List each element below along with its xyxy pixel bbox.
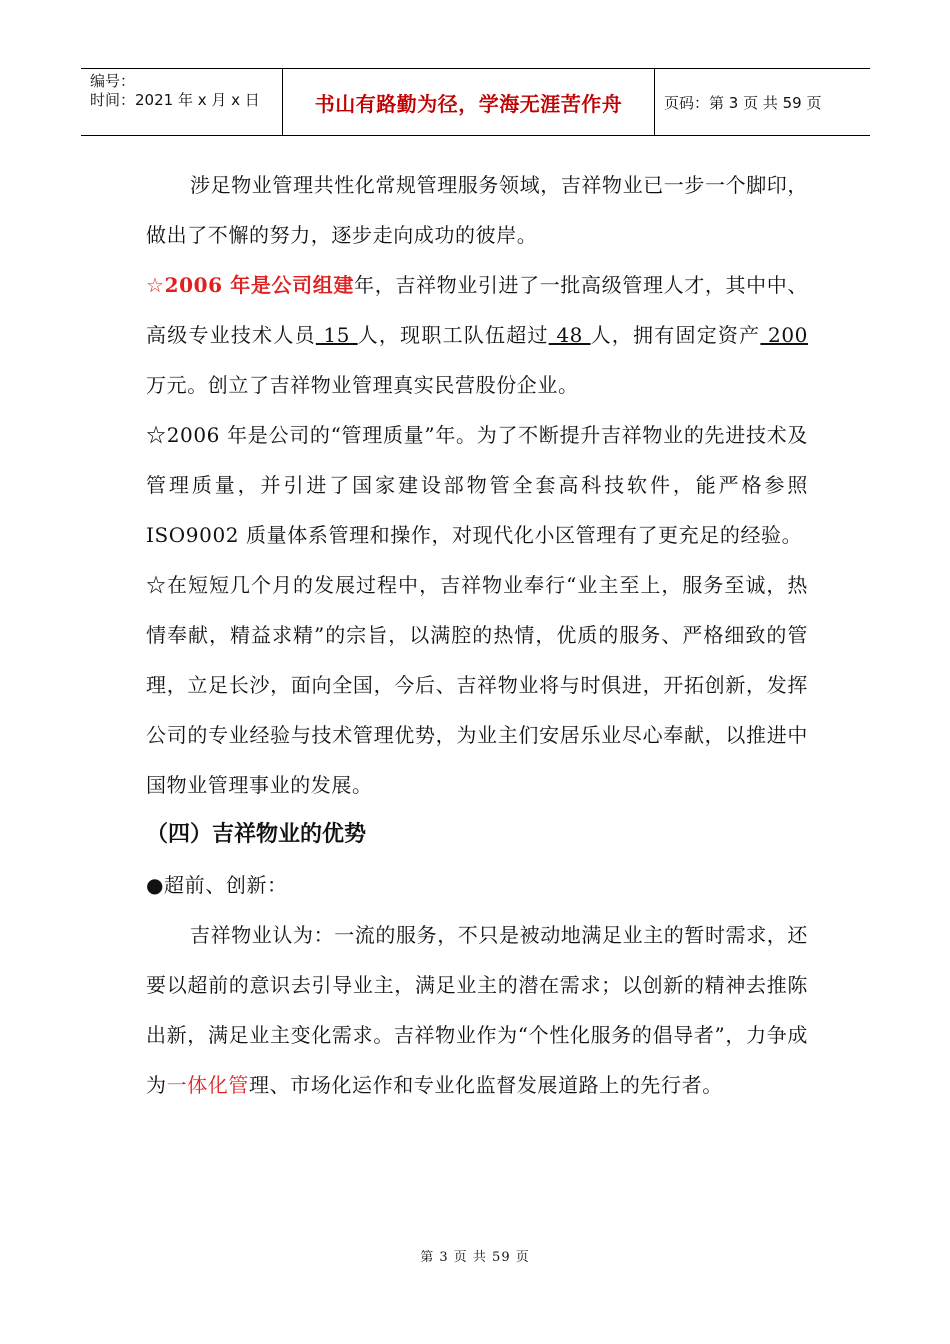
text-span: 人，现职工队伍超过 <box>357 323 549 347</box>
header-meta <box>81 69 283 135</box>
text-span: 年，吉祥物业引进了一批高级管理人才，其中中、高级专业技术人员 <box>146 273 809 347</box>
text-span: 理、市场化运作和专业化监督发展道路上的先行者。 <box>249 1073 723 1097</box>
star-mark: ☆ <box>146 273 165 297</box>
text-span: 人，拥有固定资产 <box>590 323 761 347</box>
page-footer: 第 3 页 共 59 页 <box>420 1250 530 1265</box>
paragraph-1: 涉足物业管理共性化常规管理服务领域，吉祥物业已一步一个脚印，做出了不懈的努力，逐步走向成功的彼岸。 <box>146 173 808 247</box>
document-body <box>146 160 808 1110</box>
paragraph-3: ☆2006 年是公司的“管理质量”年。为了不断提升吉祥物业的先进技术及管理质量，并引进了国家建设部物管全套高科技软件，能严格参照 ISO9002 质量体系管理和操作，对现代化小区管理有了更充足的经验。 <box>146 423 808 547</box>
underlined-number: 15 <box>315 323 358 347</box>
highlight-text: 2006 年是公司组建 <box>164 273 355 297</box>
underlined-number: 48 <box>548 323 591 347</box>
number-label: 编号： <box>90 72 136 90</box>
bullet-line: ●超前、创新： <box>146 873 288 897</box>
header-motto: 书山有路勤为径，学海无涯苦作舟 <box>314 91 623 116</box>
section-heading: （四）吉祥物业的优势 <box>146 822 367 847</box>
text-span: 吉祥物业认为：一流的服务，不只是被动地满足业主的暂时需求，还要以超前的意识去引导业主，满足业主的潜在需求；以创新的精神去推陈出新，满足业主变化需求。吉祥物业作为“个性化服务的倡导者”，力争成为 <box>146 923 808 1097</box>
document-header <box>81 68 870 136</box>
paragraph-4: ☆在短短几个月的发展过程中，吉祥物业奉行“业主至上，服务至诚，热情奉献，精益求精”的宗旨，以满腔的热情，优质的服务、严格细致的管理，立足长沙，面向全国，今后、吉祥物业将与时俱进，开拓创新，发挥公司的专业经验与技术管理优势，为业主们安居乐业尽心奉献，以推进中国物业管理事业的发展。 <box>146 573 808 797</box>
header-page-info: 页码：第 3 页 共 59 页 <box>664 93 822 112</box>
time-label: 时间：2021 年 x 月 x 日 <box>90 91 260 109</box>
underlined-number: 200 <box>760 323 808 347</box>
header-motto-cell <box>283 69 655 135</box>
paragraph-2 <box>146 260 808 410</box>
highlight-text: 一体化管 <box>166 1073 250 1097</box>
paragraph-5 <box>146 910 808 1110</box>
text-span: 万元。创立了吉祥物业管理真实民营股份企业。 <box>146 373 579 397</box>
